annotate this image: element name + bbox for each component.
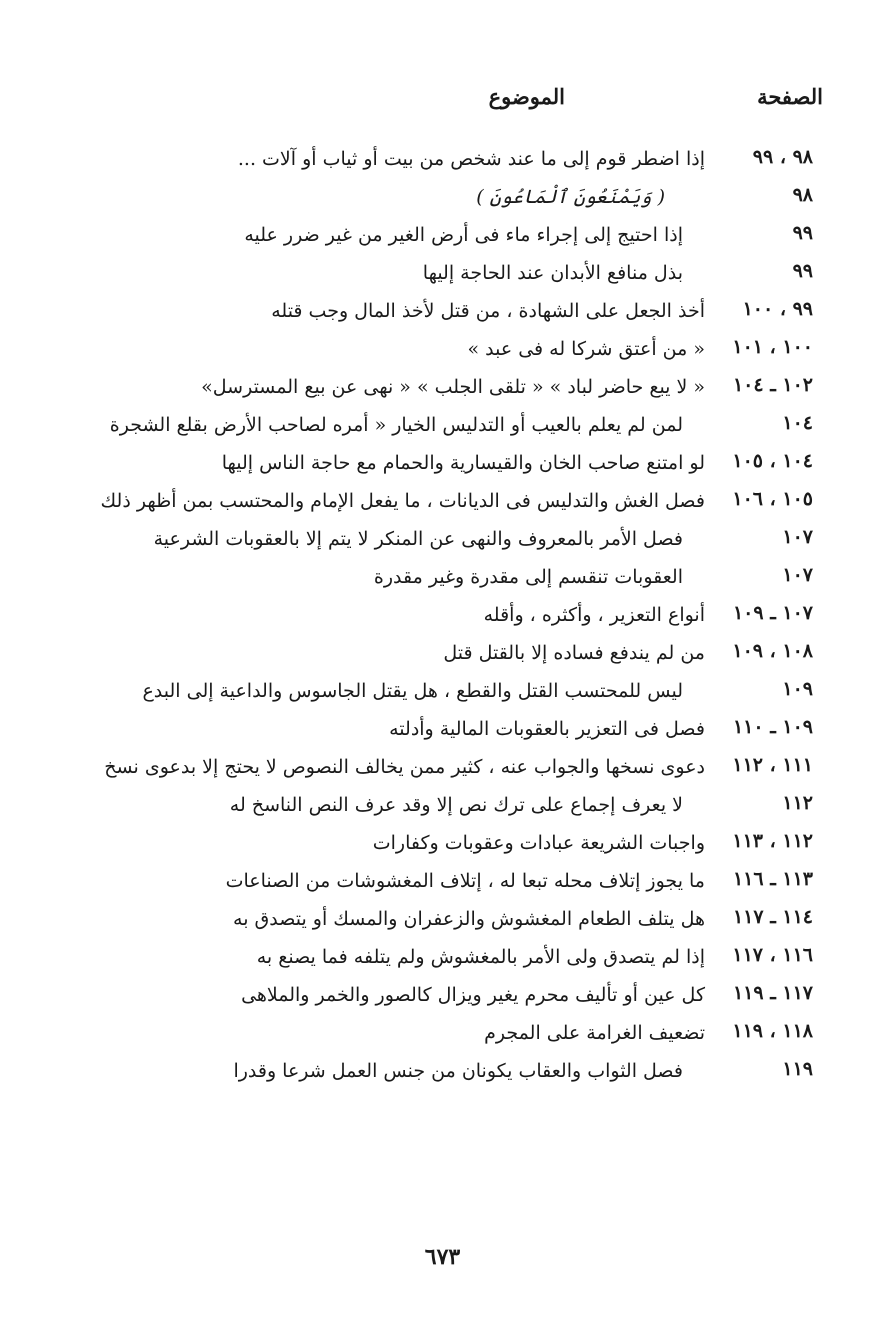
toc-entry: [0, 254, 885, 292]
entry-page-ref: ١٠٩ ـ ١١٠: [732, 716, 813, 738]
entry-page-ref: ١١٢ ، ١١٣: [732, 830, 813, 852]
topic-column-heading: الموضوع: [488, 84, 565, 109]
entry-page-ref: ١٠٧ ـ ١٠٩: [732, 602, 813, 624]
entry-page-ref: ١١٧ ـ ١١٩: [732, 982, 813, 1004]
entry-page-ref: ١١٦ ، ١١٧: [732, 944, 813, 966]
toc-entry: [0, 596, 885, 634]
entry-title: هل يتلف الطعام المغشوش والزعفران والمسك أو يتصدق به: [233, 908, 705, 930]
toc-entry: [0, 900, 885, 938]
entry-title: تضعيف الغرامة على المجرم: [484, 1022, 705, 1044]
toc-entry: [0, 368, 885, 406]
toc-entry: [0, 558, 885, 596]
entry-page-ref: ١٠٢ ـ ١٠٤: [732, 374, 813, 396]
entry-title: فصل الثواب والعقاب يكونان من جنس العمل شرعا وقدرا: [233, 1060, 683, 1082]
toc-entry: [0, 444, 885, 482]
entry-page-ref: ١١٩: [782, 1058, 813, 1080]
toc-entry: [0, 710, 885, 748]
entry-page-ref: ٩٨: [792, 184, 813, 206]
entry-page-ref: ١٠٥ ، ١٠٦: [732, 488, 813, 510]
entry-title: لمن لم يعلم بالعيب أو التدليس الخيار « أمره لصاحب الأرض بقلع الشجرة: [109, 414, 683, 436]
toc-entry: [0, 482, 885, 520]
toc-entry: [0, 786, 885, 824]
entry-page-ref: ١٠٤: [782, 412, 813, 434]
entry-page-ref: ١٠٤ ، ١٠٥: [732, 450, 813, 472]
entry-page-ref: ١١٢: [782, 792, 813, 814]
entry-title: بذل منافع الأبدان عند الحاجة إليها: [422, 262, 683, 284]
entry-title: إذا احتيج إلى إجراء ماء فى أرض الغير من غير ضرر عليه: [244, 224, 683, 246]
entry-title: أنواع التعزير ، وأكثره ، وأقله: [483, 604, 705, 626]
entry-title: دعوى نسخها والجواب عنه ، كثير ممن يخالف النصوص لا يحتج إلا بدعوى نسخ: [104, 756, 705, 778]
entry-page-ref: ٩٩: [792, 260, 813, 282]
entry-page-ref: ٩٩ ، ١٠٠: [742, 298, 813, 320]
entry-page-ref: ١٠٨ ، ١٠٩: [732, 640, 813, 662]
toc-entry: [0, 672, 885, 710]
entry-title: ليس للمحتسب القتل والقطع ، هل يقتل الجاسوس والداعية إلى البدع: [142, 680, 683, 702]
toc-entry: [0, 1052, 885, 1090]
entry-page-ref: ٩٨ ، ٩٩: [752, 146, 813, 168]
toc-entry: [0, 862, 885, 900]
page-column-heading: الصفحة: [757, 84, 823, 109]
toc-entry: [0, 216, 885, 254]
entry-title: فصل فى التعزير بالعقوبات المالية وأدلته: [389, 718, 705, 740]
entry-page-ref: ١٠٩: [782, 678, 813, 700]
entry-page-ref: ٩٩: [792, 222, 813, 244]
entry-title: ( وَيَمْنَعُونَ ٱلْمَاعُونَ ): [476, 186, 665, 208]
entry-page-ref: ١٠٠ ، ١٠١: [732, 336, 813, 358]
entry-title: فصل الغش والتدليس فى الديانات ، ما يفعل الإمام والمحتسب بمن أظهر ذلك: [100, 490, 705, 512]
entry-page-ref: ١١١ ، ١١٢: [732, 754, 813, 776]
entry-title: « لا يبع حاضر لباد » « تلقى الجلب » « نهى عن بيع المسترسل»: [201, 376, 705, 398]
entry-page-ref: ١٠٧: [782, 526, 813, 548]
entry-title: لا يعرف إجماع على ترك نص إلا وقد عرف النص الناسخ له: [229, 794, 683, 816]
toc-entry: [0, 330, 885, 368]
toc-entry: [0, 976, 885, 1014]
entry-title: إذا لم يتصدق ولى الأمر بالمغشوش ولم يتلفه فما يصنع به: [256, 946, 705, 968]
toc-entry: [0, 938, 885, 976]
entry-title: إذا اضطر قوم إلى ما عند شخص من بيت أو ثياب أو آلات ...: [237, 148, 705, 170]
page-number: ٦٧٣: [424, 1244, 461, 1270]
toc-entry: [0, 140, 885, 178]
entry-title: واجبات الشريعة عبادات وعقوبات وكفارات: [372, 832, 705, 854]
toc-entry: [0, 748, 885, 786]
toc-entry: [0, 824, 885, 862]
toc-entry: [0, 520, 885, 558]
entry-title: فصل الأمر بالمعروف والنهى عن المنكر لا يتم إلا بالعقوبات الشرعية: [153, 528, 683, 550]
entry-page-ref: ١١٤ ـ ١١٧: [732, 906, 813, 928]
table-of-contents: [0, 140, 885, 1090]
entry-title: من لم يندفع فساده إلا بالقتل قتل: [443, 642, 705, 664]
entry-title: ما يجوز إتلاف محله تبعا له ، إتلاف المغشوشات من الصناعات: [225, 870, 705, 892]
entry-title: « من أعتق شركا له فى عبد »: [467, 338, 705, 360]
toc-entry: [0, 292, 885, 330]
toc-entry: [0, 178, 885, 216]
entry-title: أخذ الجعل على الشهادة ، من قتل لأخذ المال وجب قتله: [271, 300, 705, 322]
entry-page-ref: ١٠٧: [782, 564, 813, 586]
entry-title: لو امتنع صاحب الخان والقيسارية والحمام مع حاجة الناس إليها: [221, 452, 705, 474]
toc-entry: [0, 634, 885, 672]
entry-title: كل عين أو تأليف محرم يغير ويزال كالصور والخمر والملاهى: [241, 984, 705, 1006]
entry-title: العقوبات تنقسم إلى مقدرة وغير مقدرة: [373, 566, 683, 588]
toc-entry: [0, 406, 885, 444]
toc-header: [0, 84, 885, 120]
entry-page-ref: ١١٣ ـ ١١٦: [732, 868, 813, 890]
toc-entry: [0, 1014, 885, 1052]
entry-page-ref: ١١٨ ، ١١٩: [732, 1020, 813, 1042]
